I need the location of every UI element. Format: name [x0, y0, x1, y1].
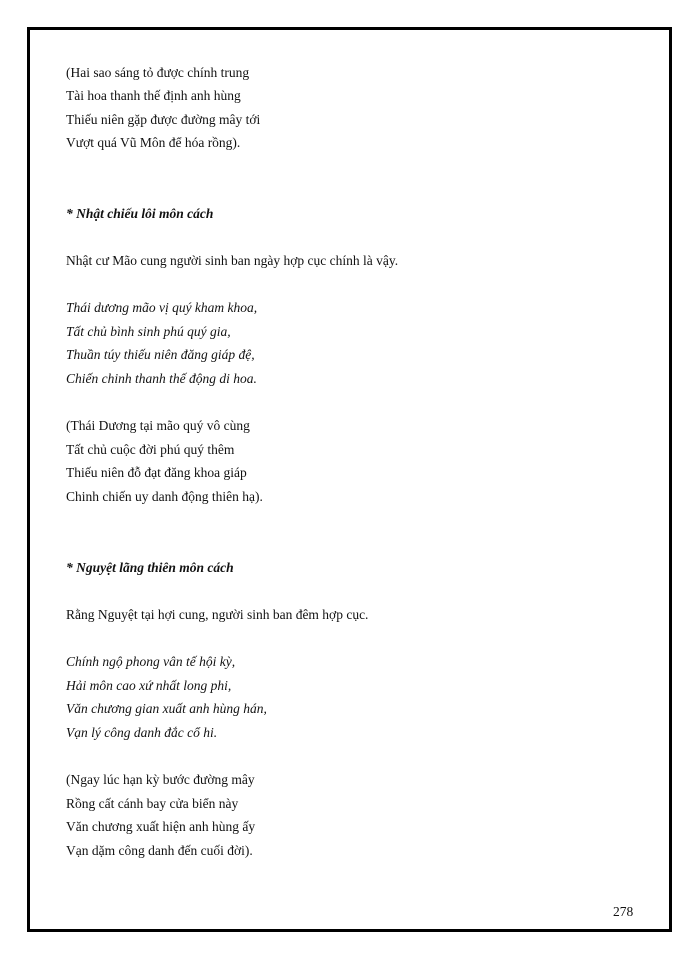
verse-line: Chính ngộ phong vân tế hội kỳ,: [66, 654, 236, 669]
translation-line: Chinh chiến uy danh động thiên hạ).: [66, 489, 263, 504]
paragraph: Rằng Nguyệt tại hợi cung, người sinh ban đêm hợp cục.: [66, 607, 369, 622]
verse-line: Văn chương gian xuất anh hùng hán,: [66, 701, 267, 716]
translation-line: Rồng cất cánh bay cửa biển này: [66, 796, 239, 811]
verse-line: Vạn lý công danh đắc cổ hi.: [66, 725, 218, 740]
page-number: 278: [613, 904, 634, 919]
translation-line: Tất chủ cuộc đời phú quý thêm: [66, 442, 235, 457]
translation-line: (Hai sao sáng tỏ được chính trung: [66, 65, 250, 80]
translation-line: Vạn dặm công danh đến cuối đời).: [66, 843, 253, 858]
translation-line: (Ngay lúc hạn kỳ bước đường mây: [66, 772, 255, 787]
translation-line: Thiếu niên đỗ đạt đăng khoa giáp: [66, 465, 247, 480]
verse-line: Thuần túy thiếu niên đăng giáp đệ,: [66, 347, 255, 362]
translation-line: Thiếu niên gặp được đường mây tới: [66, 112, 261, 127]
section-heading: * Nguyệt lãng thiên môn cách: [66, 560, 234, 575]
translation-line: Vượt quá Vũ Môn để hóa rồng).: [66, 135, 241, 150]
paragraph: Nhật cư Mão cung người sinh ban ngày hợp cục chính là vậy.: [66, 253, 399, 268]
translation-line: Tài hoa thanh thế định anh hùng: [66, 88, 241, 103]
translation-line: Văn chương xuất hiện anh hùng ấy: [66, 819, 256, 834]
verse-line: Tất chủ bình sinh phú quý gia,: [66, 324, 231, 339]
verse-line: Chiến chinh thanh thế động di hoa.: [66, 371, 257, 386]
translation-line: (Thái Dương tại mão quý vô cùng: [66, 418, 250, 433]
verse-line: Hải môn cao xứ nhất long phi,: [66, 678, 232, 693]
section-heading: * Nhật chiếu lôi môn cách: [66, 206, 214, 221]
verse-line: Thái dương mão vị quý kham khoa,: [66, 300, 258, 315]
